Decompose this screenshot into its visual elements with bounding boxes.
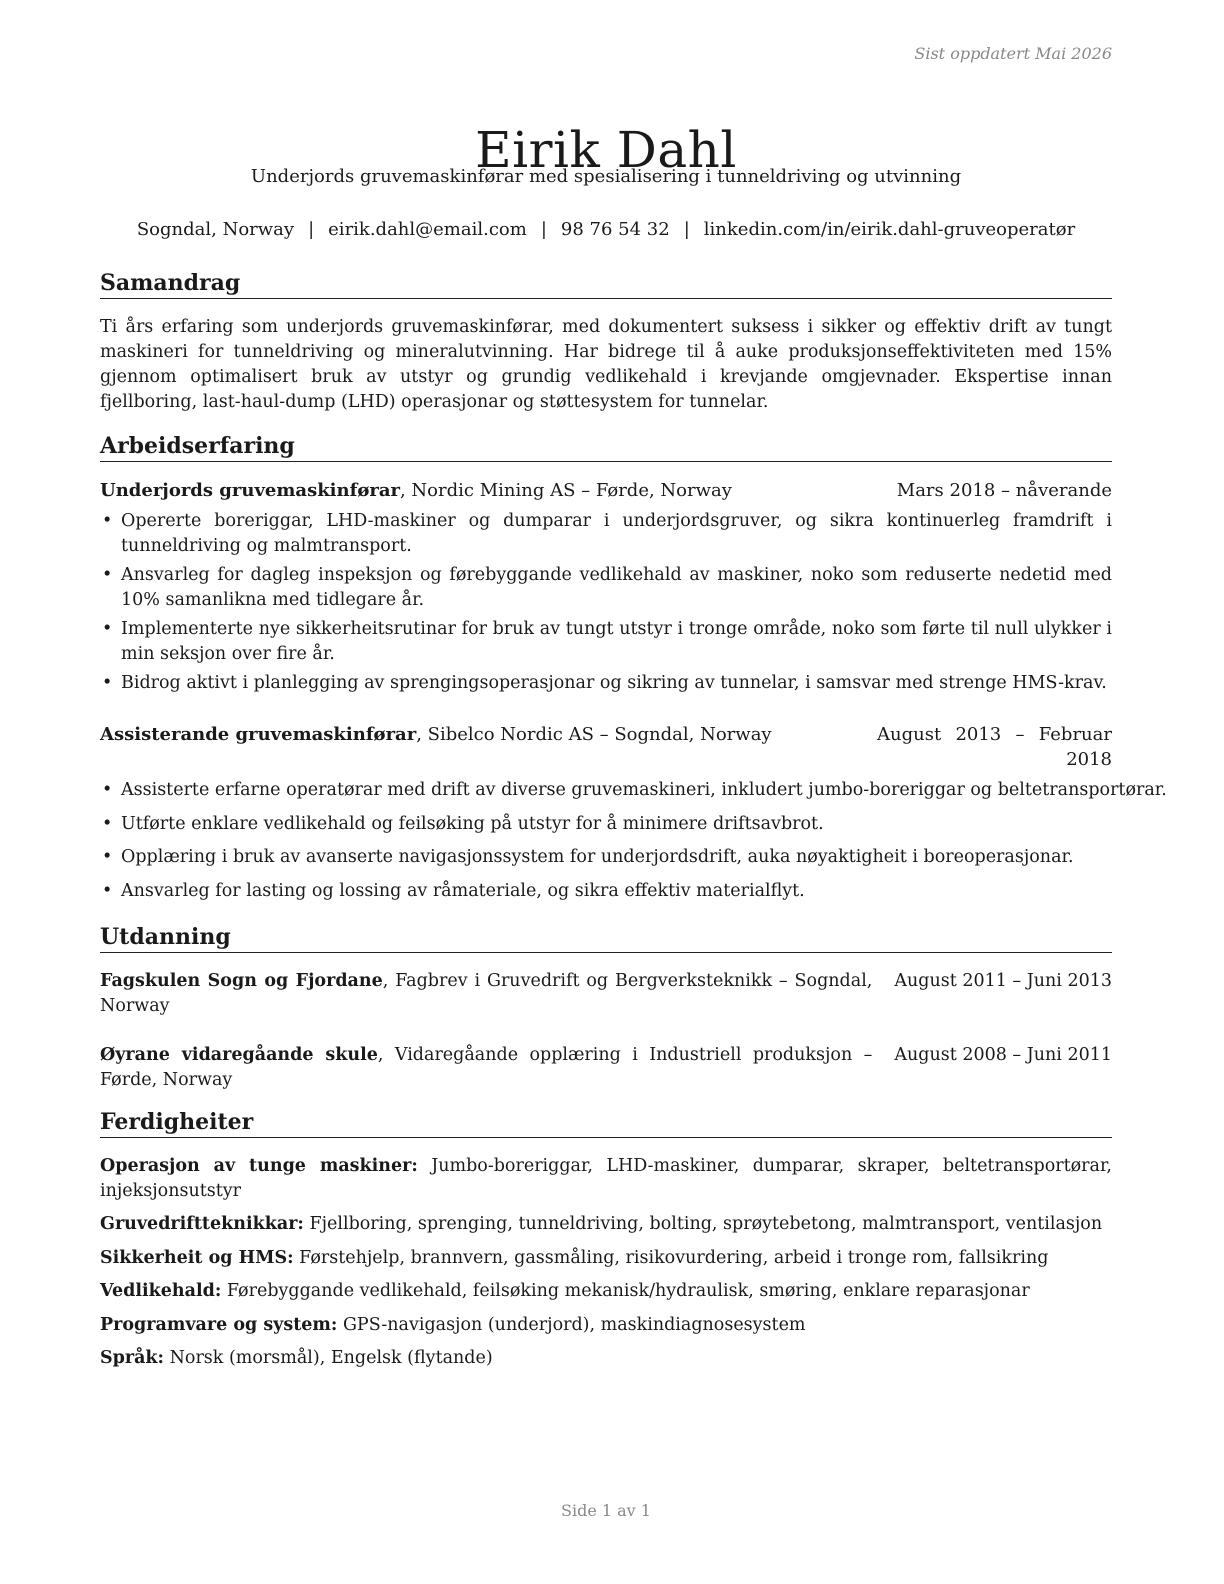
job-entry [100, 722, 1167, 904]
skill-row [100, 1212, 1112, 1237]
job-role-org [100, 722, 877, 772]
section-title-education: Utdanning [100, 922, 1112, 953]
contact-location: Sogndal, Norway [136, 219, 295, 240]
education-section [100, 922, 1112, 1093]
section-title-skills: Ferdigheiter [100, 1107, 1112, 1138]
experience-section [100, 431, 1167, 904]
skill-row [100, 1246, 1112, 1271]
page-number: Side 1 av 1 [561, 1501, 651, 1520]
job-role: Assisterande gruvemaskinførar [100, 724, 417, 745]
job-bullets [100, 509, 1112, 696]
person-name: Eirik Dahl [475, 120, 737, 179]
job-dates: Mars 2018 – nåverande [896, 480, 1112, 501]
contact-separator: | [540, 219, 547, 240]
skill-value: Fjellboring, sprenging, tunneldriving, bolting, sprøytebetong, malmtransport, ventilasjon [303, 1214, 1103, 1234]
contact-line [100, 219, 1112, 240]
job-bullet: • Assisterte erfarne operatørar med drift av diverse gruvemaskineri, inkludert jumbo-boreriggar og beltetransportørar. [100, 778, 1112, 803]
skill-label: Operasjon av tunge maskiner: [100, 1155, 418, 1176]
skill-value: Norsk (morsmål), Engelsk (flytande) [164, 1348, 493, 1368]
job-role: Underjords gruvemaskinførar [100, 480, 400, 501]
skill-value: Jumbo-boreriggar, LHD-maskiner, dumparar, skraper, beltetransportørar, injeksjonsutstyr [100, 1155, 1112, 1201]
skill-value: Førebyggande vedlikehald, feilsøking mekanisk/hydraulisk, smøring, enklare reparasjonar [221, 1281, 1030, 1301]
section-title-experience: Arbeidserfaring [100, 431, 1112, 462]
contact-email[interactable]: eirik.dahl@email.com [328, 219, 527, 240]
resume-page [100, 0, 1167, 1584]
job-dates: August 2013 – Februar 2018 [877, 724, 1112, 770]
summary-section [100, 268, 1112, 415]
education-detail: , Fagbrev i Gruvedrift og Bergverksteknikk – Sogndal, Norway [100, 970, 873, 1016]
job-bullet: • Opplæring i bruk av avanserte navigasjonssystem for underjordsdrift, auka nøyaktigheit i boreoperasjonar. [100, 845, 1112, 870]
skills-section [100, 1107, 1112, 1372]
skill-label: Programvare og system: [100, 1314, 338, 1335]
contact-phone: 98 76 54 32 [560, 219, 670, 240]
education-school-detail [100, 969, 894, 1019]
job-bullet: • Bidrog aktivt i planlegging av sprengingsoperasjonar og sikring av tunnelar, i samsvar med strenge HMS-krav. [100, 671, 1112, 696]
job-bullets [100, 778, 1167, 904]
education-school: Fagskulen Sogn og Fjordane [100, 970, 383, 991]
job-org: , Nordic Mining AS – Førde, Norway [399, 480, 732, 501]
last-updated: Sist oppdatert Mai 2026 [914, 44, 1112, 63]
job-header [100, 722, 1112, 772]
skill-row [100, 1279, 1112, 1304]
skill-value: GPS-navigasjon (underjord), maskindiagnosesystem [337, 1314, 806, 1335]
skill-label: Språk: [100, 1348, 165, 1368]
skill-label: Gruvedriftteknikkar: [100, 1214, 304, 1234]
education-dates: August 2008 – Juni 2011 [894, 1044, 1112, 1065]
contact-linkedin[interactable]: linkedin.com/in/eirik.dahl-gruveoperatør [703, 219, 1076, 240]
resume-content [100, 268, 1167, 1383]
skill-value: Førstehjelp, brannvern, gassmåling, risikovurdering, arbeid i tronge rom, fallsikring [293, 1247, 1049, 1268]
job-role-org [100, 478, 897, 503]
section-title-summary: Samandrag [100, 268, 1112, 299]
skill-row [100, 1313, 1112, 1338]
education-detail: , Vidaregåande opplæring i Industriell produksjon – Førde, Norway [100, 1044, 873, 1090]
job-bullet: • Ansvarleg for lasting og lossing av råmateriale, og sikra effektiv materialflyt. [100, 879, 1112, 904]
education-entry [100, 969, 1112, 1019]
headline: Underjords gruvemaskinførar med spesialisering i tunneldriving og utvinning [250, 166, 962, 187]
education-dates: August 2011 – Juni 2013 [894, 970, 1112, 991]
contact-separator: | [683, 219, 690, 240]
contact-separator: | [308, 219, 315, 240]
job-org: , Sibelco Nordic AS – Sogndal, Norway [416, 724, 772, 745]
education-entry [100, 1043, 1112, 1093]
job-bullet: • Ansvarleg for dagleg inspeksjon og førebyggande vedlikehald av maskiner, noko som reduserte nedetid med 10% samanlikna med tidlegare år. [100, 563, 1112, 613]
summary-text: Ti års erfaring som underjords gruvemaskinførar, med dokumentert suksess i sikker og effektiv drift av tungt maskineri for tunneldriving og mineralutvinning. Har bidrege til å auke produksjonseffektiviteten med 15% gjennom optimalisert bruk av utstyr og grundig vedlikehald i krevjande omgjevnader. Ekspertise innan fjellboring, last-haul-dump (LHD) operasjonar og støttesystem for tunnelar. [100, 317, 1112, 412]
education-school: Øyrane vidaregåande skule [100, 1044, 378, 1065]
job-bullet: • Opererte boreriggar, LHD-maskiner og dumparar i underjordsgruver, og sikra kontinuerleg framdrift i tunneldriving og malmtransport. [100, 509, 1112, 559]
job-bullet: • Implementerte nye sikkerheitsrutinar for bruk av tungt utstyr i tronge område, noko som førte til null ulykker i min seksjon over fire år. [100, 617, 1112, 667]
job-bullet: • Utførte enklare vedlikehald og feilsøking på utstyr for å minimere driftsavbrot. [100, 812, 1112, 837]
skill-row [100, 1346, 1112, 1371]
skill-row [100, 1154, 1112, 1204]
skill-label: Sikkerheit og HMS: [100, 1247, 294, 1268]
education-school-detail [100, 1043, 894, 1093]
skill-label: Vedlikehald: [100, 1281, 222, 1301]
job-entry [100, 478, 1112, 696]
job-header [100, 478, 1112, 503]
